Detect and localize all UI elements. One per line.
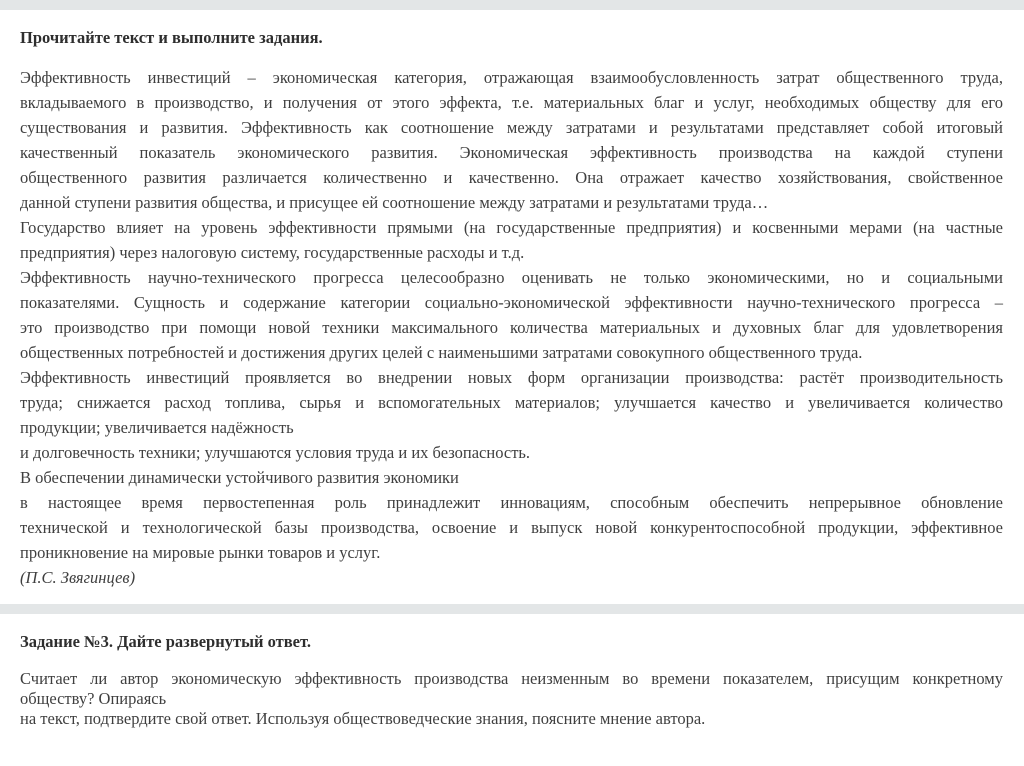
reading-text-line: В обеспечении динамически устойчивого развития экономики — [20, 468, 459, 487]
reading-text-line: это производство при помощи новой техники максимального количества материальных и духовных благ для удовлетворения — [20, 318, 1003, 337]
reading-text-line: проникновение на мировые рынки товаров и услуг. — [20, 543, 381, 562]
reading-text-line: продукции; увеличивается надёжность — [20, 418, 294, 437]
reading-text-line: качественный показатель экономического развития. Экономическая эффективность производства на каждой ступени — [20, 143, 1003, 162]
reading-text-line: Эффективность инвестиций – экономическая категория, отражающая взаимообусловленность затрат общественного труда, — [20, 68, 1003, 87]
task-question-line: на текст, подтвердите свой ответ. Используя обществоведческие знания, поясните мнение автора. — [20, 709, 706, 728]
task-question — [20, 669, 1003, 729]
task-question-line: обществу? Опираясь — [20, 689, 167, 708]
reading-text-line: показателями. Сущность и содержание категории социально-экономической эффективности научно-технического прогресса – — [20, 293, 1003, 312]
reading-text-line: Государство влияет на уровень эффективности прямыми (на государственные предприятия) и косвенными мерами (на частные — [20, 218, 1003, 237]
task-panel — [0, 614, 1024, 766]
reading-text-line: общественного развития различается количественно и качественно. Она отражает качество хозяйствования, свойственное — [20, 168, 1003, 187]
reading-text-line: предприятия) через налоговую систему, государственные расходы и т.д. — [20, 243, 525, 262]
task-question-line: Считает ли автор экономическую эффективность производства неизменным во времени показателем, присущим конкретному — [20, 669, 1003, 688]
reading-heading: Прочитайте текст и выполните задания. — [20, 28, 323, 47]
reading-text — [20, 65, 1003, 565]
reading-text-line: в настоящее время первостепенная роль принадлежит инновациям, способным обеспечить непрерывное обновление — [20, 493, 1003, 512]
author-citation: (П.С. Звягинцев) — [20, 568, 136, 587]
reading-text-line: вкладываемого в производство, и получения от этого эффекта, т.е. материальных благ и услуг, необходимых обществу для его — [20, 93, 1003, 112]
reading-panel — [0, 10, 1024, 604]
reading-text-line: общественных потребностей и достижения других целей с наименьшими затратами совокупного общественного труда. — [20, 343, 863, 362]
task-heading: Задание №3. Дайте развернутый ответ. — [20, 632, 311, 651]
reading-text-line: существования и развития. Эффективность как соотношение между затратами и результатами представляет собой итоговый — [20, 118, 1003, 137]
reading-text-line: Эффективность научно-технического прогресса целесообразно оценивать не только экономическими, но и социальными — [20, 268, 1003, 287]
reading-text-line: и долговечность техники; улучшаются условия труда и их безопасность. — [20, 443, 531, 462]
reading-text-line: технической и технологической базы производства, освоение и выпуск новой конкурентоспособной продукции, эффективное — [20, 518, 1003, 537]
reading-text-line: труда; снижается расход топлива, сырья и вспомогательных материалов; улучшается качество и увеличивается количество — [20, 393, 1003, 412]
reading-text-line: данной ступени развития общества, и присущее ей соотношение между затратами и результатами труда… — [20, 193, 769, 212]
reading-text-line: Эффективность инвестиций проявляется во внедрении новых форм организации производства: растёт производительность — [20, 368, 1003, 387]
